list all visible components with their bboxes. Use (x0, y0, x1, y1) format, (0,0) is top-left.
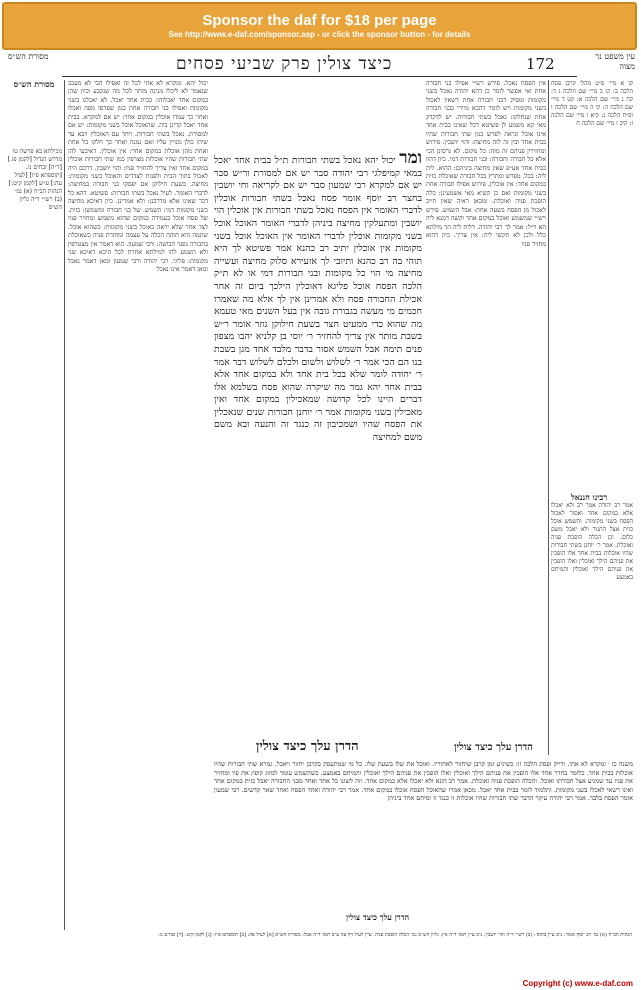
commentary-column-left (68, 80, 208, 855)
commentary-left-text: יכול יהא. ומקרא לא אתי לכל זה ואפילו הכי לא מעכב שנאמר לא ליכלו מנינה מותר לכל מה שנקבע וכיון שהן במקום אחד יאכלוהו: בבית אחד יאכל. לא יאכלנו בשני מקומות ואפילו בני חבורה אחת כגון שפרסו מפה ואכלו ואחר כך עמדו אוכלין במקום אחר: יש אם למקרא. בבית אחד יאכל קרינן ביה. שהאוכל אוכל בשני מקומות: יש אם למסורת. נאכל בשתי חבורות. ויחד עם האוכלין ויבא עד שיהו כולן מנויין עליו ואם נמנה ואחר כך חלקו כל אחת ואחת מהן אוכלת במקום אחר: אין אוכלין. דאיבעי להו שתי חבורות שהיו אוכלות מצרפין כמו שתי חבורות אוכלין במקום אחד ואין צריך להחזיר פניו: והוי יושבין. דרכם היה לאכול בתוך הבית ולפנות לצדדים והאוכל בשני מקומות: מחיצה. בשעת חילוקן אם יפסקו בני חבורה במחיצה: לדברי האומר. לעיל נאכל בשתי חבורות: פשיטא. דהא כל דבר שאינו אלא מדרבנן: ולא אמרינן. כיון דאיכא מחיצה כשני מקומות דמי: השמש. של בני חבורה ומשמשן: כזית. של פסח אוכל בעמידה במקום שהוא משמש ומחזיר פניו לצד אחר שלא יראה כאוכל בשני מקומות: כשהוא אוכל. שתמה היא תוהה הכלה על עצמה ומחזרת פניה כשאוכלת בחבורה מפני הבושה: ורבי שמעון. הוא דאמר אין מצטרפין ולא תשמע להו למילתא אחרת לכל היכא דאיכא שני מקומות: פליגי. רבי יהודה ורבי שמעון ומאן דאמר נאכל ומאן דאמר אינו נאכל (68, 80, 208, 273)
running-title: כיצד צולין פרק שביעי פסחים (176, 54, 393, 74)
commentary-right-text: אין הפסח נאכל. פירש רש״י אפילו בני חבורה אחת ואי אפשר לומר כן דהא יהודה נאכל בשני מקומות ומסיק דבני חבורה אחת רשאין לאכול בשני מקומות ויש לומר דהכא מיירי בבני חבורה אחת שנחלקו: נאכל בשתי חבורות. יש לדקדק מאי קא משמע לן פשיטא דכל שאינו בבית אחד אינו אוכל ונראה לפרש כגון שתי חבורות שהיו בבית אחד ובין זה לזה מחיצה: והוי יושבין. פירוש ומחזירין פניהם זה מזה: כל מקום. לא גרסינן הכי אלא כל חבורה וחבורה: ובני חבורות דמי. כיון דהוו בבית אחד אע״פ שאין מחיצה ביניהם: ההוא. לית ליה: בכל. מפרש ומתרץ בכל חבורה שאוכלת כזית במקום אחד: אין אוכלין. פירוש אפילו חבורה אחת בשני מקומות ואם כן קשיא מאי אשמעינן: כלה הופכת פניה ואוכלת. ומכאן ראיה שאין חייב לאכול מן הפסח בשעה אחת: אבל השמש. פירש רש״י שמשמש ואוכל במקום אחד וקשה דמנא ליה הא וי״ל: אמר לך רבי יהודה. דלית ליה הך מילתא כלל ולכן לא תקשי ליה: אין צריך. כיון דהוא מחזיר פניו (426, 80, 546, 248)
ein-divider (548, 80, 549, 755)
bottom-commentary-text: משנה כו ׳ ומקרא לא אתי. ודייק ופסק הלכה זו: כשיגיע זמן קרבן שיחזור לאחוריו. ואוכל את שלו בשעת שלו. כל מי שמתעסק בקרבן יחזור ויאכל. גמרא שתי חבורות שהיו אוכלות בבית אחד. כלומר בחדר אחד אלו הופכין את פניהם הילך ואוכלין ואלו הופכין את פניהם הילך ואוכלין והמיחם באמצע. כשהשמש עומד למזוג קופץ את פיו ומחזיר את פניו עד שמגיע אצל חבורתו ואוכל. והכלה הופכת פניה ואוכלת. אמר רב הונא ולא יאכלו אלא במקום אחד. וזה לשונו כל אחד ואחד מבני החבורה יאכל כזית במקום אחד ואינו רשאי לאכלו בשני מקומות. ותלמוד לומר בבית אחד יאכל. מכאן אמרו שהאוכל הפסח אוכלו במקום אחד. אמר רבי יהודה ואחד הפסח ואחד שאר קדשים. רבי שמעון אומר הפסח בלבד. אמר רבי יהודה עיקר הדבר שתי חבורות שהיו אוכלות זו כנגד זו ומיחם אחד ביניהן (214, 760, 633, 803)
footnotes-text: הגהות הב״ח (א) גמ׳ רב יוסף אומר. נ״ב עיין בתוס׳: (ב) רש״י ד״ה והוי יושבין. נ״ב עיין תוס׳ ד״ה אין: גליון הש״ס גמ׳ הכלה הופכת פניה. עיין לעיל דף עה ע״ב תוס׳ ד״ה אבל: מסורת הש״ס [א] לעיל פה: [ב] תוספתא פ״ו: [ג] לקמן קיט: [ד] זבחים נו: (158, 932, 632, 938)
main-text-body: יכול יהא נאכל בשתי חבורות ת״ל בבית אחד יאכל במאי קמיפלגי רבי יהודה סבר יש אם למסורת ור״ש סבר יש אם למקרא רבי שמעון סבר יש אם לקריאה וחי יושבין בחצר רב יוסף אומר פסח נאכל בשתי חבורות אוכלין לדברי האומר אין הפסח נאכל בשתי חבורות אין אוכלין הוי יושבין ומתעלקין מחיצה ביניהן לדברי האומר האוכל אוכל בשני מקומות אוכלין לדברי האומר אין האוכל אוכל בשני מקומות אין אוכלין יתיב רב כהנא אמר פשיטא לך היא תוהי בה רב כהנא ותיובי לך אזעירא סלוק מחיצה ועשייה מחיצה מי הוי כל מקומות ובני חבורות דמי או לא ת״ק הלכה הפסח אוכל פליגא דאוכלין הילכך ביום זה אחר אכילת החבורה פסח ולא אמרינן אין לך אלא מה שאמרו חכמים מי מעשה בגבורת גובה אין בעל השנים מאי טעמא מה שהוא כדי ממעיט חצר בשעת חילוקן גוזר אומר ר״ש בשבת מותר אין צריך להחזיר ר׳ יוסי בן קלניא יהבו מצפון פנים תימה אבל השמש אסור בדבר מלבד אחד מגן בשבת בנו הם הכי אמר ר׳ לשלוש ולשום ולכלם לשלוש דבר אמר ר׳ יהודה לומר שלא בכל בית אחד ולא במקום אחד אלא בבית אחד יהא גמר מה שיקרה שהוא פסח בשלמא אלו דברים היינו לכל קדושה שמאכילין במקום אחד ואין מאכילין בשני מקומות אמר ר׳ יוחנן חבורות שנים שנאכלין את הפסח שהיו ושמכיבון זה כנגד זה והנעה ובא משם משם למחיצה (214, 155, 422, 444)
margin-notes: מכילתא בא פרשה טו מדרש הגדול [לקמן פו.] [ד״ה] זבחים נו. [תוספתא פ״ו] [לעיל עה:] ע״ש [לקמן קיט:] הגהות הב״ח (א) גמ׳ (ב) רש״י ד״ה גליון הש״ס (7, 148, 62, 211)
ein-mishpat-text: קו א מיי׳ פ״ט מהל׳ קרבן פסח הלכה ב: קז ב מיי׳ שם הלכה ג ד: קח ג מיי׳ שם הלכה א: קט ד מיי׳ שם הלכה ה: קי ה מיי׳ שם הלכה ו ופ״ח הלכה ג: קיא ו מיי׳ שם הלכה ז: קיב ז מיי׳ שם הלכה ח (551, 80, 633, 127)
ein-mishpat-column (551, 80, 633, 500)
commentary-column-right (426, 80, 546, 690)
margin-header-left: מסורת הש״ס (8, 52, 49, 61)
bottom-commentary (214, 760, 633, 930)
main-text-column (214, 152, 422, 737)
ein-mishpat-header: עין משפט נר מצוה (595, 52, 635, 71)
copyright-notice: Copyright (c) www.e-daf.com (522, 979, 633, 988)
hadran-tosafot: הדרן עלך כיצד צולין (454, 742, 533, 753)
sponsor-subtitle[interactable]: See http://www.e-daf.com/sponsor.asp - or click the sponsor button - for details (168, 30, 471, 39)
rabbeinu-chananel-column (551, 502, 633, 752)
sponsor-banner[interactable] (2, 2, 637, 50)
rabbeinu-chananel-title: רבינו חננאל (571, 492, 608, 502)
talmud-page (6, 52, 635, 980)
hadran-main: הדרן עלך כיצד צולין (256, 739, 359, 754)
page-number: 172 (526, 55, 555, 73)
opening-word: ומר (399, 152, 422, 168)
footnotes (12, 932, 632, 972)
margin-title: מסורת הש״ס (13, 79, 55, 89)
margin-divider (64, 80, 65, 930)
left-margin-notes (6, 80, 62, 960)
rabbeinu-chananel-text: אמר רב יהודה אמר רב ולא יאכלו אלא במקום אחד ואסור לאכול הפסח בשני מקומות. והשמש אוכל כזית אצל התנור ולא יאכל משם כלום. וכן הכלה הופכת פניה ואוכלת. אמר ר׳ יוחנן בשתי חבורות שהיו אוכלות בבית אחד אלו הופכין את פניהם הילך ואוכלין ואלו הופכין את פניהם הילך ואוכלין והמיחם באמצע (551, 502, 633, 581)
hadran-bottom: הדרן עלך כיצד צולין (346, 912, 410, 922)
sponsor-title: Sponsor the daf for $18 per page (202, 12, 437, 29)
header-rule (62, 76, 577, 77)
